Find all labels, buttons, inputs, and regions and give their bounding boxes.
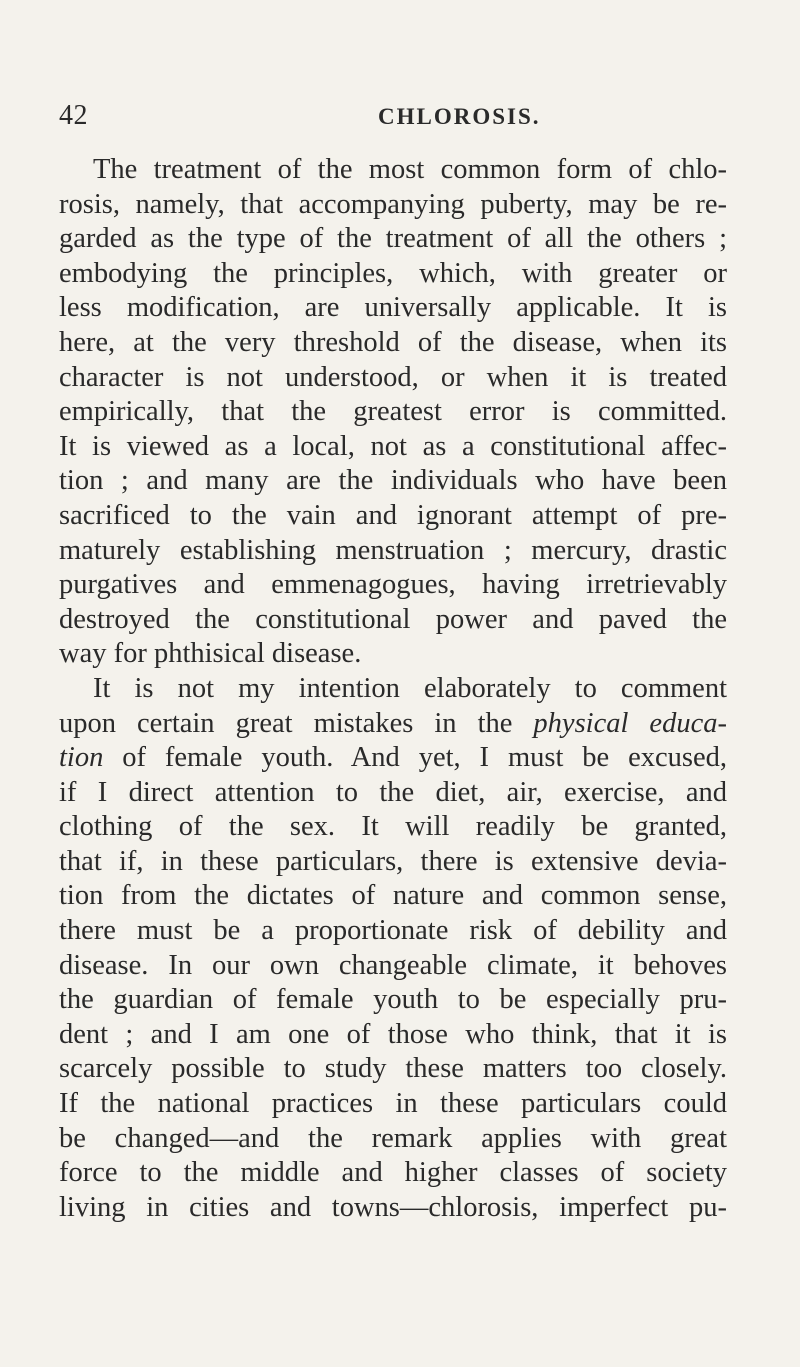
text-line: there must be a proportionate risk of debility and — [59, 915, 727, 947]
text-line: dent ; and I am one of those who think, that it is — [59, 1018, 727, 1050]
text-span: of female youth. And yet, I must be excused, — [103, 742, 727, 774]
text-line: force to the middle and higher classes of society — [59, 1157, 727, 1189]
text-line: The treatment of the most common form of chlo- — [93, 154, 727, 185]
text-line: maturely establishing menstruation ; mercury, drastic — [59, 534, 727, 566]
text-line: garded as the type of the treatment of all the others ; — [59, 223, 727, 255]
text-line: clothing of the sex. It will readily be granted, — [59, 811, 727, 843]
text-line: way for phthisical disease. — [59, 638, 362, 670]
text-line: the guardian of female youth to be especially pru- — [59, 984, 727, 1016]
text-line — [59, 707, 727, 742]
text-line: purgatives and emmenagogues, having irretrievably — [59, 569, 727, 601]
text-line: destroyed the constitutional power and paved the — [59, 603, 727, 635]
text-span: upon certain great mistakes in the — [59, 707, 534, 739]
text-line: here, at the very threshold of the disease, when its — [59, 326, 727, 358]
body-text — [59, 153, 727, 1225]
text-line: If the national practices in these particulars could — [59, 1088, 727, 1120]
text-line: It is viewed as a local, not as a constitutional affec- — [59, 430, 727, 462]
text-line: scarcely possible to study these matters too closely. — [59, 1053, 727, 1085]
text-line: tion from the dictates of nature and common sense, — [59, 880, 727, 912]
running-head: CHLOROSIS. — [378, 104, 541, 129]
page-header — [0, 100, 800, 150]
page-number: 42 — [59, 100, 88, 131]
text-line: if I direct attention to the diet, air, exercise, and — [59, 776, 727, 808]
text-line: that if, in these particulars, there is extensive devia- — [59, 845, 727, 877]
text-line: character is not understood, or when it is treated — [59, 361, 727, 393]
text-line: It is not my intention elaborately to comment — [93, 672, 727, 704]
text-line: empirically, that the greatest error is committed. — [59, 396, 727, 428]
italic-text: tion — [59, 742, 104, 774]
text-line: be changed—and the remark applies with great — [59, 1122, 727, 1154]
text-line — [59, 741, 727, 776]
text-line: tion ; and many are the individuals who have been — [59, 465, 727, 497]
text-line: embodying the principles, which, with greater or — [59, 257, 727, 289]
text-line: rosis, namely, that accompanying puberty, may be re- — [59, 188, 727, 220]
text-line: sacrificed to the vain and ignorant attempt of pre- — [59, 499, 727, 531]
text-line: living in cities and towns—chlorosis, imperfect pu- — [59, 1191, 727, 1223]
italic-text: physical educa- — [533, 707, 727, 739]
text-line: less modification, are universally applicable. It is — [59, 292, 727, 324]
text-line: disease. In our own changeable climate, it behoves — [59, 949, 727, 981]
